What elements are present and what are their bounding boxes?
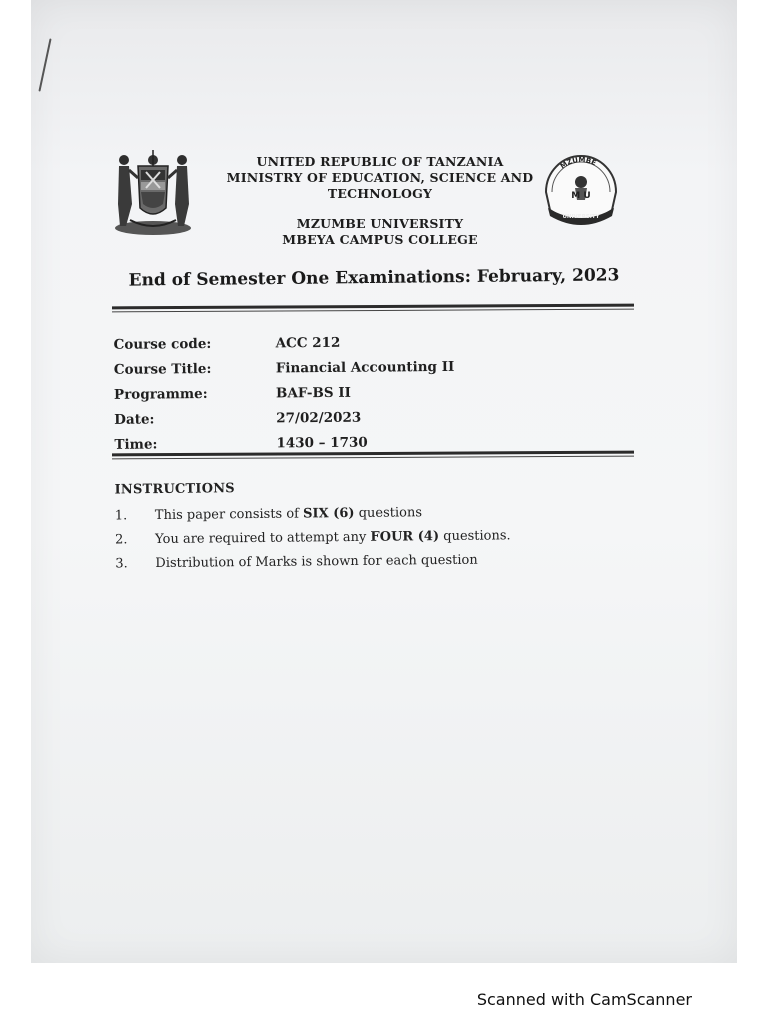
detail-value-course-code: ACC 212 [275,334,341,351]
header-ministry-cont: TECHNOLOGY [327,186,433,201]
logo-text-bottom: UNIVERSITY [562,214,600,220]
detail-value-time: 1430 – 1730 [276,434,368,451]
instructions-section [115,478,586,576]
course-details [113,328,534,457]
instruction-number: 2. [115,531,128,547]
instructions-heading: INSTRUCTIONS [114,481,235,498]
instruction-number: 1. [114,507,128,523]
header-country: UNITED REPUBLIC OF TANZANIA [256,154,504,169]
detail-label-course-title: Course Title: [113,360,212,378]
exam-title: End of Semester One Examinations: February, 2023 [128,265,620,291]
instruction-item [115,547,585,576]
header-ministry: MINISTRY OF EDUCATION, SCIENCE AND [226,170,534,185]
scanner-watermark: Scanned with CamScanner [476,990,692,1009]
instruction-number: 3. [115,555,128,571]
header-university: MZUMBE UNIVERSITY [296,216,464,231]
university-logo-icon [542,148,620,230]
coat-of-arms-icon [110,146,196,238]
detail-value-course-title: Financial Accounting II [275,358,455,376]
logo-text-top: MZUMBE [558,155,598,171]
detail-row [114,403,534,432]
logo-text-mid: M U [571,191,591,201]
header-campus: MBEYA CAMPUS COLLEGE [282,232,478,247]
detail-value-date: 27/02/2023 [276,409,362,426]
detail-row [114,353,534,382]
instruction-text: You are required to attempt any FOUR (4) questions. [155,527,511,547]
detail-label-date: Date: [114,410,155,428]
detail-label-programme: Programme: [113,385,208,403]
instruction-text: This paper consists of SIX (6) questions [154,504,423,523]
institution-header [200,154,560,248]
instruction-text: Distribution of Marks is shown for each question [155,552,478,571]
detail-label-course-code: Course code: [113,335,212,353]
detail-value-programme: BAF-BS II [275,384,352,401]
detail-row [114,378,534,407]
detail-label-time: Time: [114,435,158,453]
detail-row [113,328,533,357]
